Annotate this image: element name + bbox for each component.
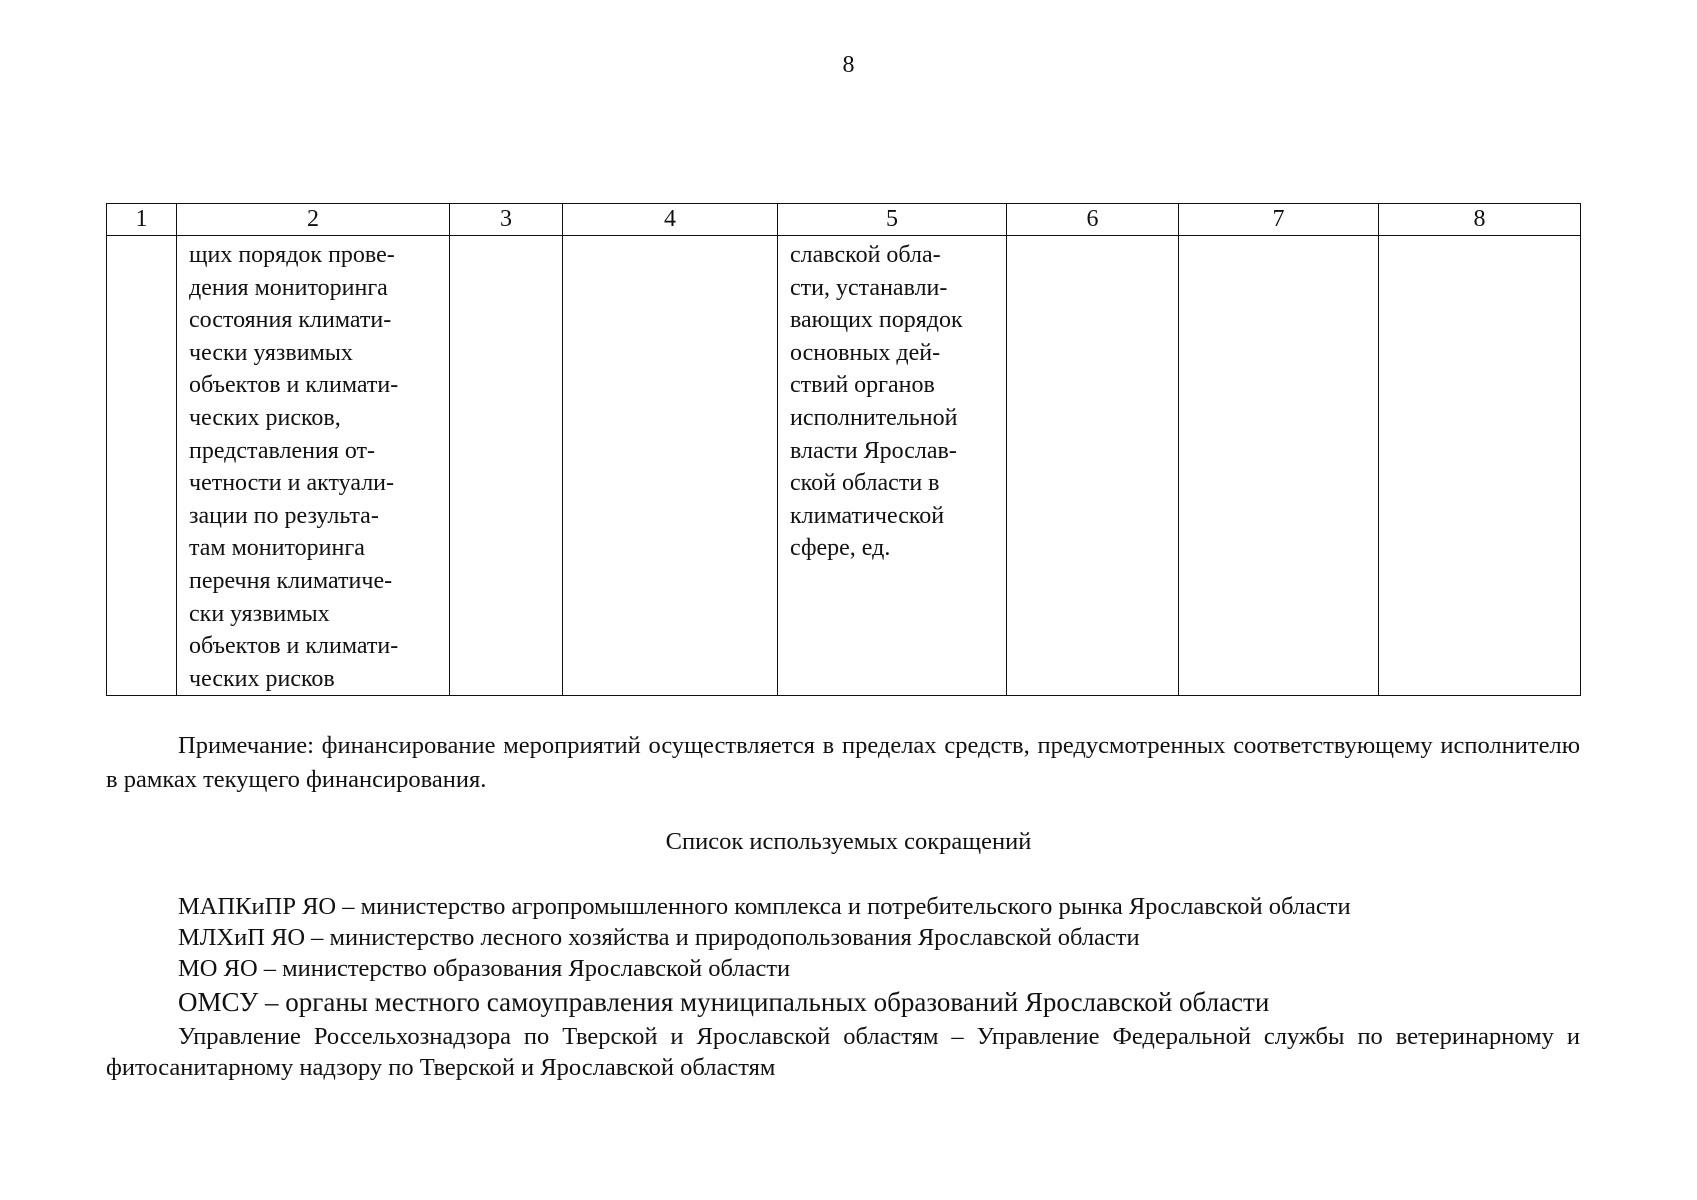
abbreviation-item: Управление Россельхознадзора по Тверской и Ярославской областям – Управление Федеральной службы по ветеринарному и фитосанитарному надзору по Тверской и Ярославской областям: [106, 1023, 1580, 1081]
cell-col-1: [107, 236, 177, 696]
page-number: 8: [842, 52, 855, 78]
header-col-8: 8: [1379, 204, 1581, 236]
cell-col-3: [450, 236, 563, 696]
financing-note: Примечание: финансирование мероприятий осуществляется в пределах средств, предусмотренных соответствующему исполнителю в рамках текущего финансирования.: [106, 732, 1580, 793]
header-col-7: 7: [1179, 204, 1379, 236]
table-header-row: [107, 204, 1581, 236]
cell-col-5: славской обла- сти, устанавли- вающих порядок основных дей- ствий органов исполнительной власти Ярослав- ской области в климатической сфере, ед.: [778, 236, 1007, 696]
header-col-5: 5: [778, 204, 1007, 236]
abbreviation-item: МО ЯО – министерство образования Ярославской области: [178, 955, 791, 982]
header-col-2: 2: [177, 204, 450, 236]
header-col-1: 1: [107, 204, 177, 236]
header-col-6: 6: [1007, 204, 1179, 236]
cell-col-2: щих порядок прове- дения мониторинга состояния климати- чески уязвимых объектов и климати- ческих рисков, представления от- четности и актуали- зации по результа- там мониторинга перечня климатиче- ски уязвимых объектов и климати- ческих рисков: [177, 236, 450, 696]
header-col-4: 4: [563, 204, 778, 236]
cell-col-6: [1007, 236, 1179, 696]
abbreviation-item: ОМСУ – органы местного самоуправления муниципальных образований Ярославской области: [178, 987, 1270, 1017]
cell-col-7: [1179, 236, 1379, 696]
measures-table: [106, 203, 1581, 696]
abbreviation-item: МАПКиПР ЯО – министерство агропромышленного комплекса и потребительского рынка Ярославской области: [178, 893, 1351, 920]
cell-col-4: [563, 236, 778, 696]
abbreviation-item: МЛХиП ЯО – министерство лесного хозяйства и природопользования Ярославской области: [178, 924, 1140, 951]
cell-col-8: [1379, 236, 1581, 696]
abbreviations-list: [106, 891, 1580, 1083]
abbreviations-title: Список используемых сокращений: [665, 828, 1032, 855]
header-col-3: 3: [450, 204, 563, 236]
table-row: [107, 236, 1581, 696]
